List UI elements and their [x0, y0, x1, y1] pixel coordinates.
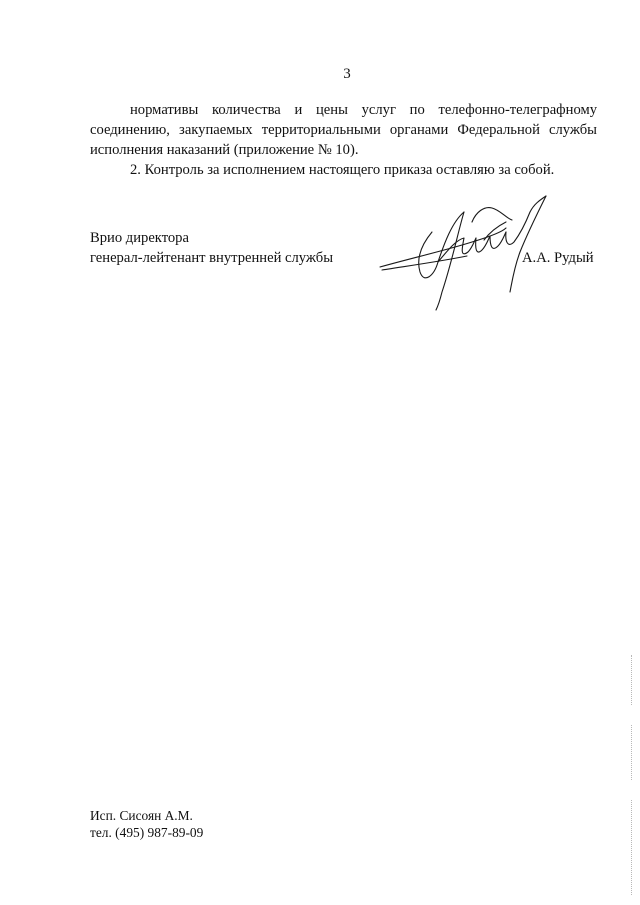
scan-edge-marks-bottom [631, 800, 633, 895]
signatory-name: А.А. Рудый [522, 250, 594, 266]
paragraph-line-1: нормативы количества и цены услуг по телефонно-телеграфному [130, 102, 597, 118]
page-number: 3 [343, 66, 351, 82]
body-text [90, 100, 597, 180]
executor-block [90, 807, 203, 841]
executor-name: Исп. Сисоян А.М. [90, 808, 193, 823]
executor-phone: тел. (495) 987-89-09 [90, 825, 204, 840]
paragraph-line-2: соединению, закупаемых территориальными органами Федеральной службы [90, 122, 597, 138]
signatory-position: Врио директора [90, 230, 189, 246]
scan-edge-marks-top [631, 655, 633, 705]
signatory-rank: генерал-лейтенант внутренней службы [90, 250, 334, 266]
item-2: 2. Контроль за исполнением настоящего приказа оставляю за собой. [130, 162, 555, 178]
scan-edge-marks-middle [631, 725, 633, 780]
signatory-block [90, 228, 333, 268]
paragraph-line-3: исполнения наказаний (приложение № 10). [90, 142, 359, 158]
